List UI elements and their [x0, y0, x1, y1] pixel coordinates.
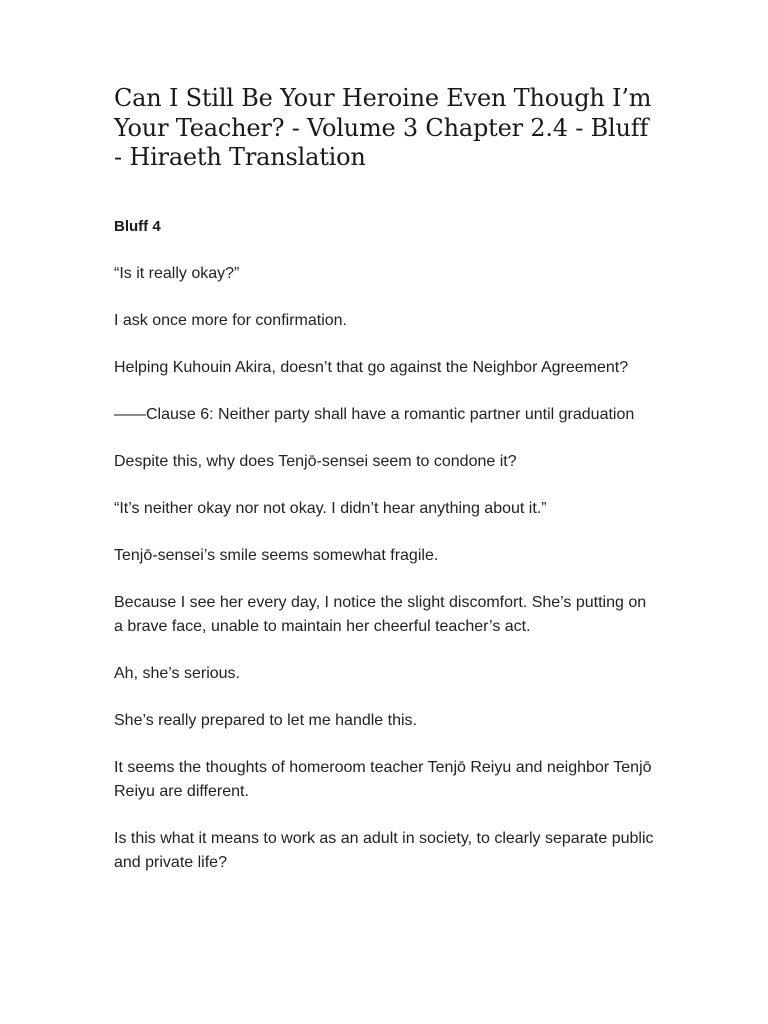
paragraph: It seems the thoughts of homeroom teacher Tenjō Reiyu and neighbor Tenjō Reiyu are different. — [114, 758, 652, 800]
page-title: Can I Still Be Your Heroine Even Though I’m Your Teacher? - Volume 3 Chapter 2.4 - Bluff - Hiraeth Translation — [114, 84, 652, 171]
paragraph: Despite this, why does Tenjō-sensei seem to condone it? — [114, 452, 517, 470]
paragraph: ——Clause 6: Neither party shall have a romantic partner until graduation — [114, 405, 635, 423]
paragraph: “It’s neither okay nor not okay. I didn’t hear anything about it.” — [114, 499, 547, 517]
paragraph: Because I see her every day, I notice the slight discomfort. She’s putting on a brave face, unable to maintain her cheerful teacher’s act. — [114, 593, 647, 635]
paragraph: Tenjō-sensei’s smile seems somewhat fragile. — [114, 546, 439, 564]
paragraph: “Is it really okay?” — [114, 264, 240, 282]
section-heading: Bluff 4 — [114, 217, 161, 235]
paragraph: Is this what it means to work as an adult in society, to clearly separate public and private life? — [114, 829, 654, 871]
paragraph: I ask once more for confirmation. — [114, 311, 347, 329]
paragraph: Ah, she’s serious. — [114, 664, 240, 682]
paragraph: Helping Kuhouin Akira, doesn’t that go against the Neighbor Agreement? — [114, 358, 629, 376]
paragraph: She’s really prepared to let me handle this. — [114, 711, 417, 729]
article — [114, 84, 654, 898]
